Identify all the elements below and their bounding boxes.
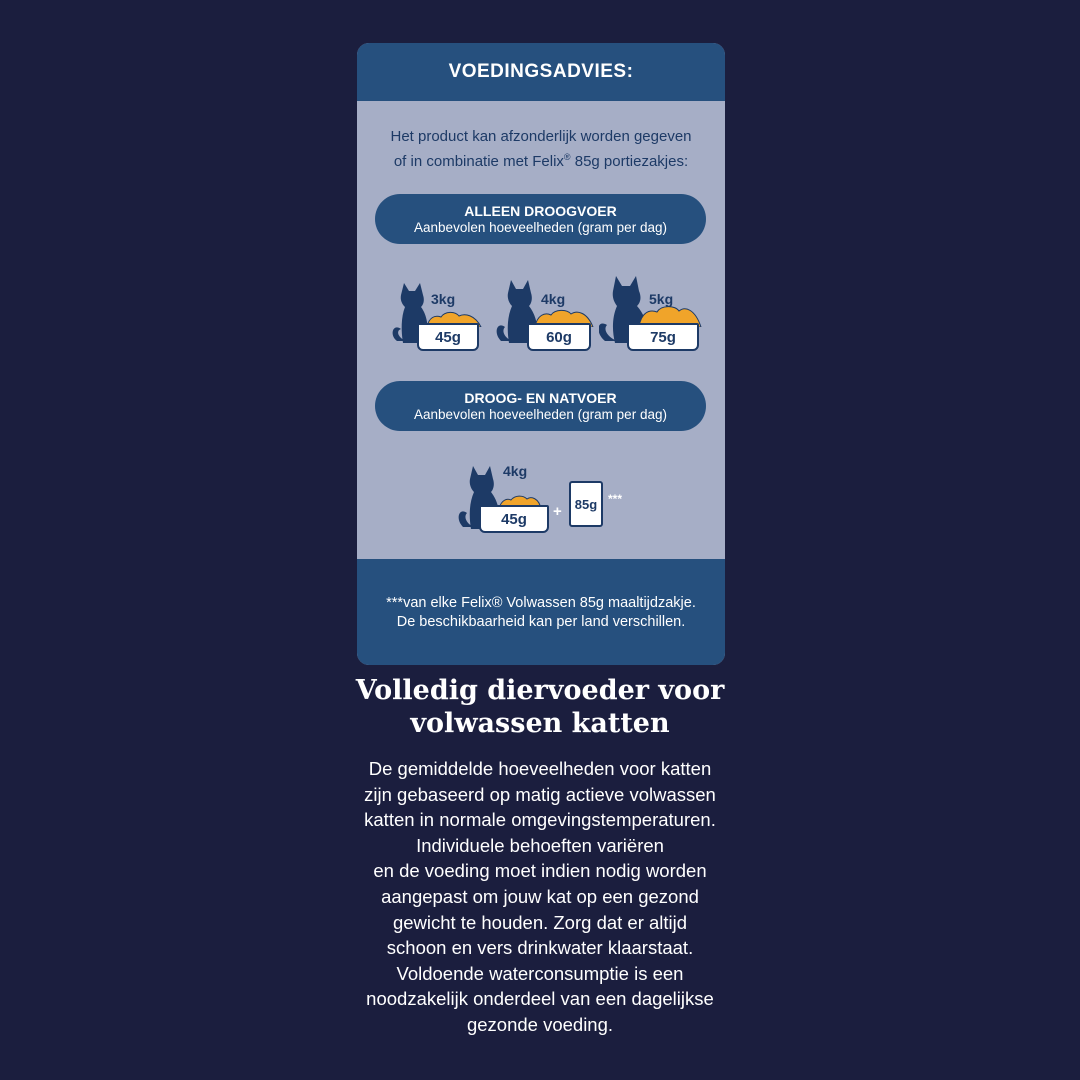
mixed-food-subtitle: Aanbevolen hoeveelheden (gram per dag): [414, 407, 667, 422]
footnote-line-2: De beschikbaarheid kan per land verschillen.: [396, 614, 686, 630]
footnote-line-1: ***van elke Felix® Volwassen 85g maaltijdzakje.: [386, 595, 696, 611]
body-line: en de voeding moet indien nodig worden: [373, 860, 707, 882]
cat-weight-label: 4kg: [541, 291, 566, 307]
food-bowl-icon: [479, 505, 549, 533]
food-bowl-icon: [417, 323, 479, 351]
card-title: VOEDINGSADVIES:: [448, 61, 634, 82]
dry-food-subtitle: Aanbevolen hoeveelheden (gram per dag): [414, 220, 667, 235]
cat-weight-label: 5kg: [649, 291, 674, 307]
footnote-text: [357, 594, 725, 632]
dry-food-item-5kg: [599, 271, 699, 351]
body-line: Individuele behoeften variëren: [416, 834, 664, 856]
pouch-icon: [569, 481, 603, 527]
feeding-advice-card: [357, 43, 725, 665]
body-line: aangepast om jouw kat op een gezond: [381, 885, 699, 907]
body-line: katten in normale omgevingstemperaturen.: [364, 809, 716, 831]
body-line: gewicht te houden. Zorg dat er altijd: [392, 911, 688, 933]
dry-food-item-3kg: [387, 271, 487, 351]
intro-line-1: Het product kan afzonderlijk worden gegeven: [390, 128, 692, 145]
intro-line-2: [357, 147, 725, 172]
body-line: noodzakelijk onderdeel van een dagelijkse: [366, 988, 714, 1010]
headline-line-1: Volledig diervoeder voor: [355, 675, 725, 706]
card-footer: [357, 559, 725, 665]
cat-weight-label: 3kg: [431, 291, 456, 307]
headline: [0, 674, 1080, 740]
portion-amount: 45g: [501, 510, 527, 528]
footnote-marker: ***: [608, 492, 623, 506]
intro-line-2-post: 85g portiezakjes:: [570, 153, 689, 170]
registered-mark: ®: [563, 152, 571, 162]
body-line: zijn gebaseerd op matig actieve volwassen: [364, 783, 716, 805]
portion-amount: 45g: [435, 328, 461, 346]
body-line: schoon en vers drinkwater klaarstaat.: [386, 937, 694, 959]
portion-amount: 60g: [546, 328, 572, 346]
body-line: De gemiddelde hoeveelheden voor katten: [368, 758, 712, 779]
mixed-food-banner: [375, 381, 706, 431]
body-line: gezonde voeding.: [466, 1013, 614, 1035]
headline-line-2: volwassen katten: [410, 708, 670, 739]
card-header: [357, 43, 725, 101]
intro-line-2-pre: of in combinatie met Felix: [393, 153, 564, 170]
mixed-food-item-4kg: [457, 457, 557, 537]
intro-text: [357, 127, 725, 172]
portion-amount: 75g: [650, 328, 676, 346]
food-bowl-icon: [527, 323, 591, 351]
dry-food-item-4kg: [495, 271, 595, 351]
plus-sign: +: [553, 503, 562, 520]
mixed-food-title: DROOG- EN NATVOER: [464, 390, 617, 406]
dry-food-title: ALLEEN DROOGVOER: [464, 203, 617, 219]
body-line: Voldoende waterconsumptie is een: [396, 962, 684, 984]
pouch-amount: 85g: [574, 496, 598, 512]
cat-weight-label: 4kg: [503, 463, 528, 479]
dry-food-banner: [375, 194, 706, 244]
food-bowl-icon: [627, 323, 699, 351]
body-text: [0, 756, 1080, 1038]
